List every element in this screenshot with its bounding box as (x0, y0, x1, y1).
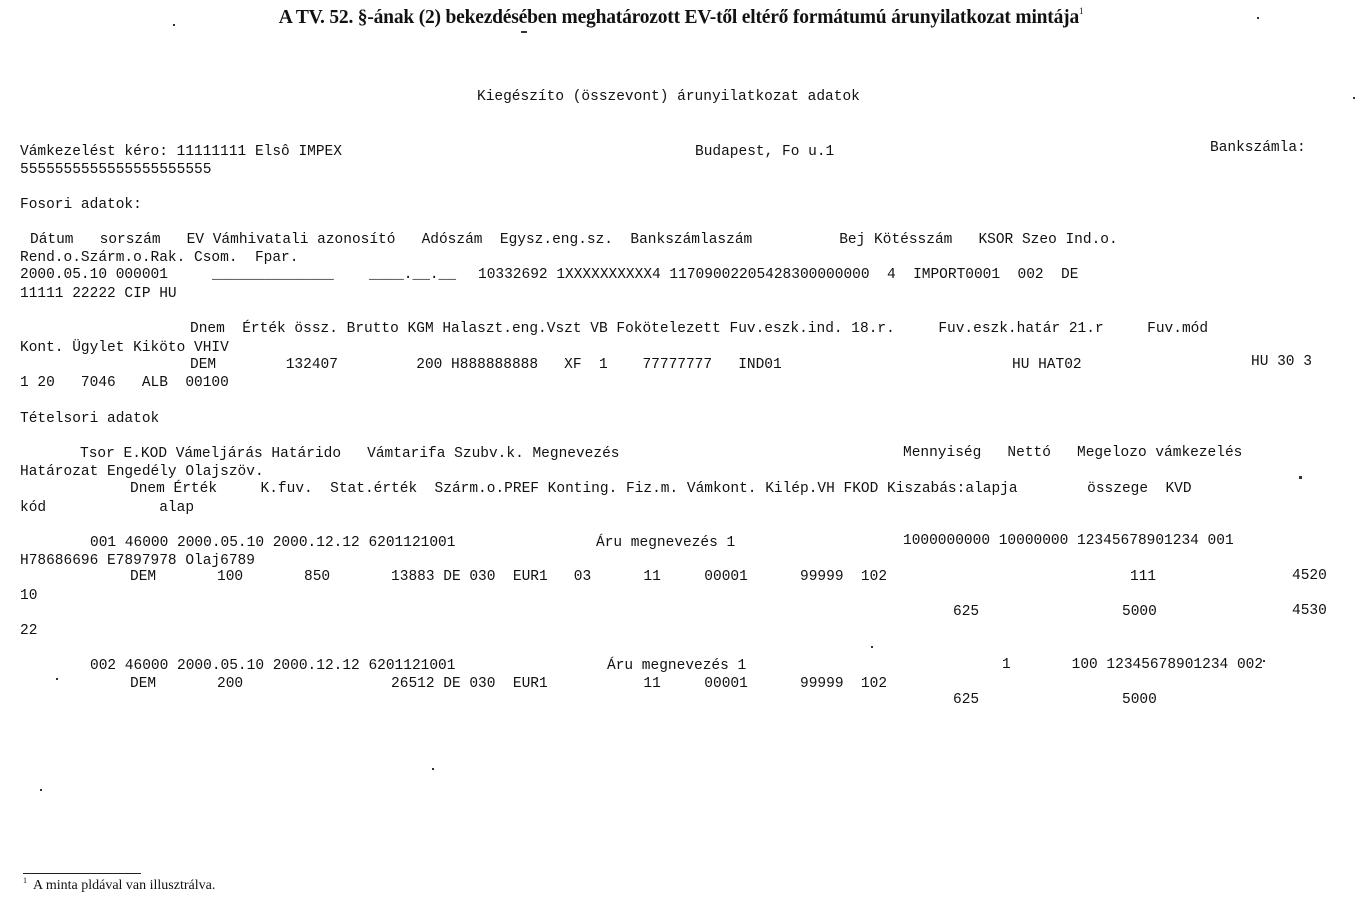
document-title (0, 6, 1362, 29)
item-2-values: DEM 200 26512 DE 030 EUR1 11 00001 99999 102 (130, 676, 888, 692)
items-fields-line1-right: Mennyiség Nettó Megelozo vámkezelés (903, 445, 1243, 461)
header-values-rest: 10332692 1XXXXXXXXXX4 11709002205428300000000 4 IMPORT0001 002 DE (478, 267, 1079, 283)
items-fields-line4: kód alap (20, 500, 195, 516)
item-1-licenses: H78686696 E7897978 Olaj6789 (20, 553, 255, 569)
item-1-tax-amount: 4520 (1292, 568, 1327, 584)
item-2-description: Áru megnevezés 1 (607, 658, 747, 674)
scan-speck (40, 789, 42, 791)
scan-speck (1257, 17, 1259, 19)
header-values-date-serial: 2000.05.10 000001 (20, 267, 168, 283)
item-2-quantities: 1 100 12345678901234 002 (1002, 657, 1264, 673)
item-2-tax-base-2: 5000 (1122, 692, 1157, 708)
scan-speck (432, 768, 434, 770)
item-1-kvd-code-2: 22 (20, 623, 38, 639)
item-1-values: DEM 100 850 13883 DE 030 EUR1 03 11 00001 99999 102 (130, 569, 888, 585)
item-1-quantities: 1000000000 10000000 12345678901234 001 (903, 533, 1234, 549)
header-fields-line2: Rend.o.Szárm.o.Rak. Csom. Fpar. (20, 250, 299, 266)
bank-account-number: 5555555555555555555555 (20, 162, 212, 178)
transport-fields-line1: Dnem Érték össz. Brutto KGM Halaszt.eng.Vszt VB Fokötelezett Fuv.eszk.ind. 18.r. Fuv.eszk.határ 21.r Fuv.mód (190, 321, 1209, 337)
requester-name: Vámkezelést kéro: 11111111 Elsô IMPEX (20, 144, 342, 160)
scan-speck (871, 646, 873, 648)
item-1-description: Áru megnevezés 1 (596, 535, 736, 551)
items-fields-line2: Határozat Engedély Olajszöv. (20, 464, 264, 480)
bank-account-label: Bankszámla: (1210, 140, 1306, 156)
item-1-kvd-code: 10 (20, 588, 38, 604)
scan-speck (1353, 97, 1355, 99)
footnote-mark: 1 (23, 876, 27, 885)
item-1-main: 001 46000 2000.05.10 2000.12.12 6201121001 (90, 535, 456, 551)
footnote-text: A minta pldával van illusztrálva. (33, 878, 216, 893)
document-subtitle: Kiegészíto (összevont) árunyilatkozat adatok (477, 89, 860, 105)
scan-speck (1263, 660, 1265, 662)
item-1-fkod-2: 625 (953, 604, 980, 620)
header-values-blank-date: ____.__.__ (369, 267, 457, 283)
title-footnote-mark: 1 (1079, 6, 1084, 16)
transport-values-mode: HU 30 3 (1251, 354, 1312, 370)
item-2-fkod-2: 625 (953, 692, 980, 708)
header-values-blank: ______________ (212, 267, 334, 283)
item-1-tax-base: 111 (1130, 569, 1157, 585)
items-section-title: Tételsori adatok (20, 411, 160, 427)
scan-speck (1299, 476, 1302, 479)
items-fields-line3: Dnem Érték K.fuv. Stat.érték Szárm.o.PREF Konting. Fiz.m. Vámkont. Kilép.VH FKOD Kiszabás:alapja összege KVD (130, 481, 1192, 497)
header-section-title: Fosori adatok: (20, 197, 142, 213)
document-title-text: A TV. 52. §-ának (2) bekezdésében meghatározott EV-től eltérő formátumú árunyilatkozat mintája (278, 7, 1079, 28)
item-2-main: 002 46000 2000.05.10 2000.12.12 6201121001 (90, 658, 456, 674)
scan-speck (173, 24, 175, 26)
transport-values-main: DEM 132407 200 H888888888 XF 1 77777777 IND01 (190, 357, 782, 373)
requester-address: Budapest, Fo u.1 (695, 144, 835, 160)
transport-values-border: HU HAT02 (1012, 357, 1082, 373)
header-values-line2: 11111 22222 CIP HU (20, 286, 177, 302)
scan-speck (521, 31, 527, 33)
footnote-divider (23, 873, 141, 874)
item-1-tax-amount-2: 4530 (1292, 603, 1327, 619)
transport-fields-line2: Kont. Ügylet Kiköto VHIV (20, 340, 229, 356)
transport-values-line2: 1 20 7046 ALB 00100 (20, 375, 229, 391)
scan-speck (56, 678, 58, 680)
item-1-tax-base-2: 5000 (1122, 604, 1157, 620)
items-fields-line1-left: Tsor E.KOD Vámeljárás Határido Vámtarifa Szubv.k. Megnevezés (80, 446, 620, 462)
footnote (23, 876, 215, 894)
header-fields-line1: Dátum sorszám EV Vámhivatali azonosító Adószám Egysz.eng.sz. Bankszámlaszám Bej Kötésszám KSOR Szeo Ind.o. (30, 232, 1118, 248)
